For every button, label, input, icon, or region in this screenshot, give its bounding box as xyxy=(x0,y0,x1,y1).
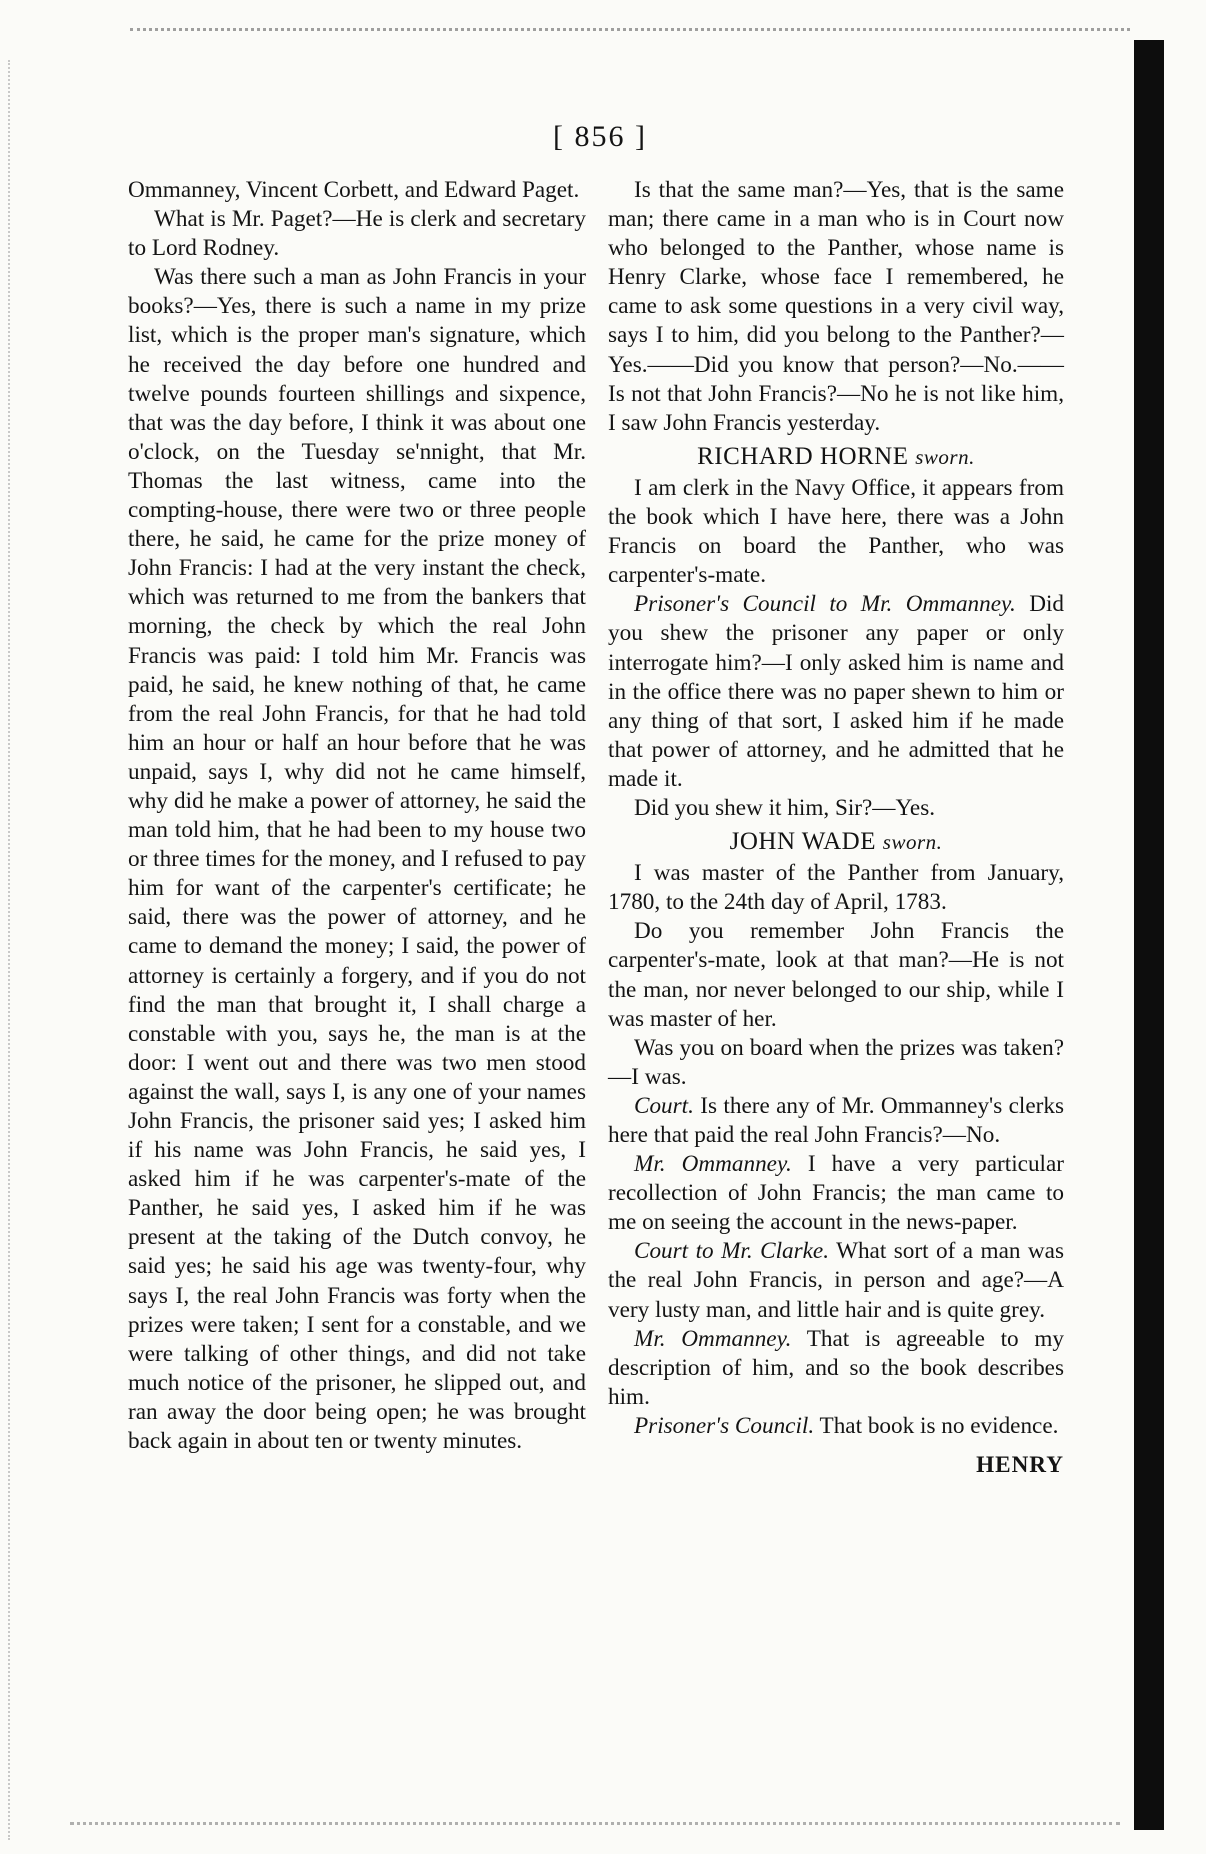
paragraph: Ommanney, Vincent Corbett, and Edward Paget. xyxy=(128,177,580,203)
speaker-label: Prisoner's Council. xyxy=(634,1412,815,1439)
paragraph: I was master of the Panther from January, 1780, to the 24th day of April, 1783. xyxy=(608,860,1064,916)
speaker-label: Court. xyxy=(634,1092,694,1119)
speech-text: What sort of a man was the real John Francis, in person and age?—A very lusty man, and little hair and is quite grey. xyxy=(608,1238,1064,1323)
sworn-label: sworn. xyxy=(915,444,975,469)
speech-text: That is agreeable to my description of him, and so the book describes him. xyxy=(608,1325,1064,1410)
speaker-label: Mr. Ommanney. xyxy=(634,1151,792,1178)
paragraph: Did you shew it him, Sir?—Yes. xyxy=(634,794,936,821)
scan-noise-bottom xyxy=(70,1822,1120,1833)
paragraph: Is that the same man?—Yes, that is the same man; there came in a man who is in Court now who belonged to the Panther, whose name is Henry Clarke, whose face I remembered, he came to ask some questions in a very civil way, says I to him, did you belong to the Panther?—Yes.——Did you know that person?—No.——Is not that John Francis?—No he is not like him, I saw John Francis yesterday. xyxy=(608,177,1064,436)
paragraph: Was there such a man as John Francis in your books?—Yes, there is such a name in my prize list, which is the proper man's signature, which he received the day before one hundred and twelve pounds fourteen shillings and sixpence, that was the day before, I think it was about one o'clock, on the Tuesday se'nnight, that Mr. Thomas the last witness, came into the compting-house, there were two or three people there, he said, he came for the prize money of John Francis: I had at the very instant the check, which was returned to me from the bankers that morning, the check by which the real John Francis was paid: I told him Mr. Francis was paid, he said, he knew nothing of that, he came from the real John Francis, for that he had told him an hour or half an hour before that he was unpaid, says I, why did not he came himself, why did he make a power of attorney, he said the man told him, that he had been to my house two or three times for the money, and I refused to pay him for want of the carpenter's certificate; he said, there was the power of attorney, and he came to demand the money; I said, the power of attorney is certainly a forgery, and if you do not find the man that brought it, I shall charge a constable with you, says he, the man is at the door: I went out and there was two men stood against the wall, says I, is any one of your names John Francis, the prisoner said yes; I asked him if his name was John Francis, he said yes, I asked him if he was carpenter's-mate of the Panther, he said yes, I asked him if he was present at the taking of the Dutch convoy, he said yes; he said his age was twenty-four, why says I, the real John Francis was forty when the prizes were taken; I sent for a constable, and we were talking of other things, and did not take much notice of the prisoner, he slipped out, and ran away the door being open; he was brought back again in about ten or twenty minutes. xyxy=(128,264,586,1455)
scan-noise-top xyxy=(130,28,1130,45)
witness-heading xyxy=(608,827,1064,857)
speech-text: That book is no evidence. xyxy=(819,1412,1059,1439)
catchword: HENRY xyxy=(976,1452,1064,1479)
witness-name: RICHARD HORNE xyxy=(697,442,909,470)
speaker-label: Mr. Ommanney. xyxy=(634,1325,792,1352)
paragraph xyxy=(608,1092,1064,1150)
right-column xyxy=(608,176,1064,1480)
speaker-label: Court to Mr. Clarke. xyxy=(634,1238,830,1265)
scan-edge-shadow xyxy=(1134,40,1164,1830)
witness-name: JOHN WADE xyxy=(729,828,877,856)
scan-noise-left xyxy=(8,60,80,1840)
speech-text: Did you shew the prisoner any paper or only interrogate him?—I only asked him is name and in the office there was no paper shewn to him or any thing of that sort, I asked him if he made that power of attorney, and he admitted that he made it. xyxy=(608,591,1065,792)
paragraph xyxy=(608,1150,1064,1237)
paragraph: Was you on board when the prizes was taken?—I was. xyxy=(608,1034,1064,1090)
speaker-label: Prisoner's Council to Mr. Ommanney. xyxy=(634,591,1016,618)
paragraph: Do you remember John Francis the carpenter's-mate, look at that man?—He is not the man, nor never belonged to our ship, while I was master of her. xyxy=(608,918,1064,1032)
paragraph xyxy=(608,1237,1064,1324)
sworn-label: sworn. xyxy=(882,830,943,855)
paragraph: I am clerk in the Navy Office, it appears from the book which I have here, there was a John Francis on board the Panther, who was carpenter's-mate. xyxy=(608,474,1064,589)
paragraph xyxy=(608,1325,1064,1412)
paragraph xyxy=(608,1412,1064,1441)
paragraph: What is Mr. Paget?—He is clerk and secretary to Lord Rodney. xyxy=(128,206,586,262)
witness-heading xyxy=(608,442,1064,472)
speech-text: I have a very particular recollection of John Francis; the man came to me on seeing the account in the news-paper. xyxy=(608,1151,1064,1236)
page-number: [ 856 ] xyxy=(553,120,647,153)
speech-text: Is there any of Mr. Ommanney's clerks here that paid the real John Francis?—No. xyxy=(608,1092,1064,1148)
left-column xyxy=(128,176,586,1456)
paragraph xyxy=(608,590,1064,794)
